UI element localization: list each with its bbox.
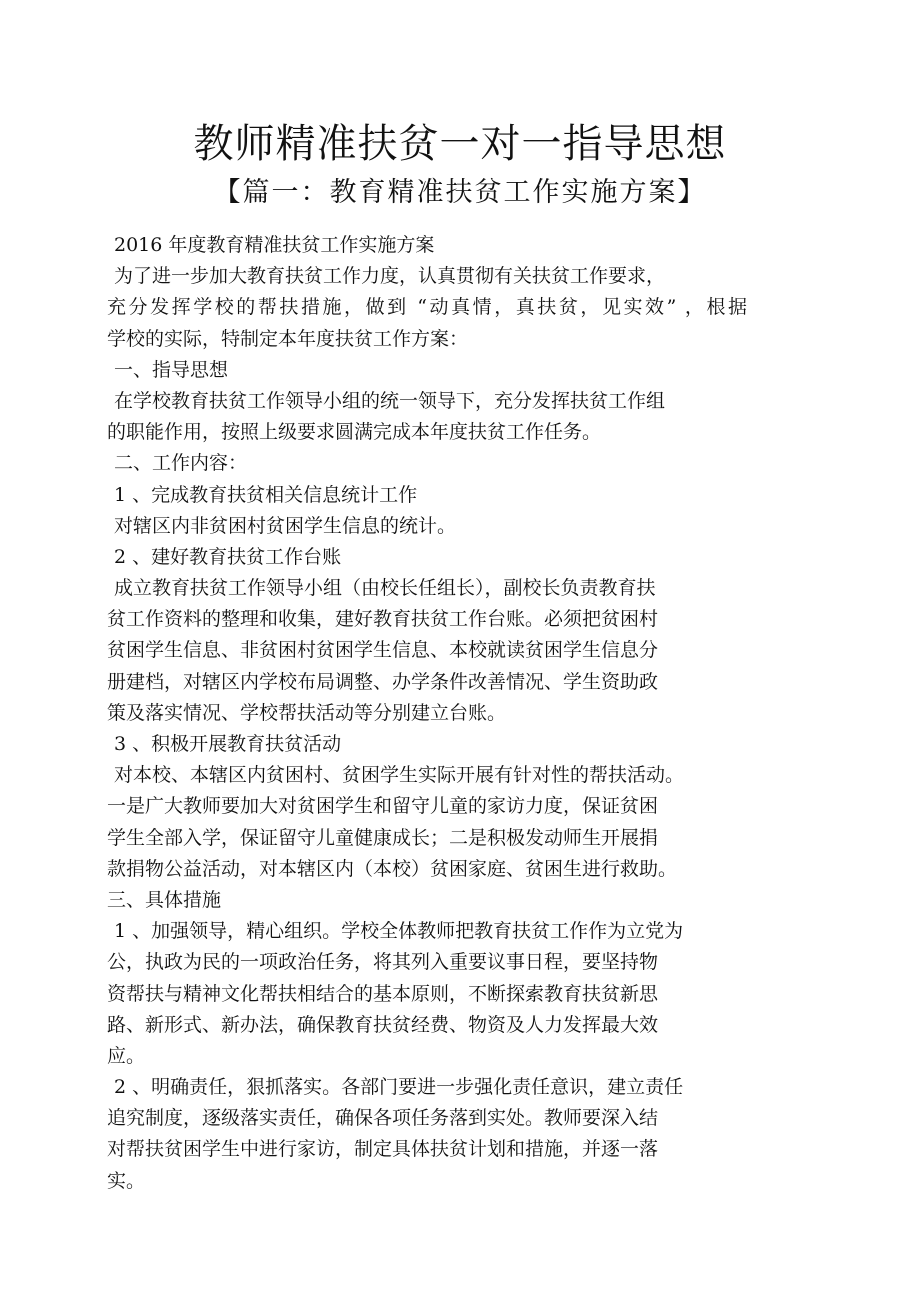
text-line: 的职能作用，按照上级要求圆满完成本年度扶贫工作任务。 — [107, 421, 602, 444]
text-line: 资帮扶与精神文化帮扶相结合的基本原则，不断探索教育扶贫新思 — [107, 982, 659, 1005]
text-line: 2016 年度教育精准扶贫工作实施方案 — [114, 234, 435, 256]
text-line: 实。 — [107, 1169, 146, 1192]
text-line: 2 、明确责任，狠抓落实。各部门要进一步强化责任意识，建立责任 — [114, 1076, 684, 1099]
text-line: 成立教育扶贫工作领导小组（由校长任组长），副校长负责教育扶 — [114, 577, 656, 600]
text-line: 1 、加强领导，精心组织。学校全体教师把教育扶贫工作作为立党为 — [114, 920, 684, 943]
text-line: 册建档，对辖区内学校布局调整、办学条件改善情况、学生资助政 — [107, 670, 659, 693]
text-line: 应。 — [107, 1044, 146, 1067]
text-line: 贫困学生信息、非贫困村贫困学生信息、本校就读贫困学生信息分 — [107, 639, 659, 662]
text-line: 一、指导思想 — [114, 358, 229, 381]
text-line: 在学校教育扶贫工作领导小组的统一领导下，充分发挥扶贫工作组 — [114, 389, 666, 412]
text-line: 充分发挥学校的帮扶措施，做到 “动真情，真扶贫，见实效” ，根据 — [107, 296, 747, 319]
text-line: 贫工作资料的整理和收集，建好教育扶贫工作台账。必须把贫困村 — [107, 608, 659, 631]
text-line: 2 、建好教育扶贫工作台账 — [114, 545, 342, 568]
text-line: 学校的实际，特制定本年度扶贫工作方案： — [107, 327, 469, 350]
text-line: 路、新形式、新办法，确保教育扶贫经费、物资及人力发挥最大效 — [107, 1013, 659, 1036]
page-subtitle: 【篇一：教育精准扶贫工作实施方案】 — [213, 177, 707, 208]
text-line: 款捐物公益活动，对本辖区内（本校）贫困家庭、贫困生进行救助。 — [107, 857, 678, 880]
document-body — [107, 230, 747, 1197]
text-line: 策及落实情况、学校帮扶活动等分别建立台账。 — [107, 701, 507, 724]
text-line: 追究制度，逐级落实责任，确保各项任务落到实处。教师要深入结 — [107, 1107, 659, 1130]
page-title: 教师精准扶贫一对一指导思想 — [193, 121, 727, 167]
text-line: 一是广大教师要加大对贫困学生和留守儿童的家访力度，保证贫困 — [107, 795, 659, 818]
text-line: 对本校、本辖区内贫困村、贫困学生实际开展有针对性的帮扶活动。 — [114, 764, 685, 787]
text-line: 对帮扶贫困学生中进行家访，制定具体扶贫计划和措施，并逐一落 — [107, 1138, 659, 1161]
text-line: 公，执政为民的一项政治任务，将其列入重要议事日程，要坚持物 — [107, 951, 659, 974]
text-line: 学生全部入学，保证留守儿童健康成长；二是积极发动师生开展捐 — [107, 826, 659, 849]
text-line: 二、工作内容： — [114, 452, 248, 475]
text-line: 3 、积极开展教育扶贫活动 — [114, 733, 342, 755]
text-line: 为了进一步加大教育扶贫工作力度，认真贯彻有关扶贫工作要求， — [114, 265, 666, 288]
text-line: 对辖区内非贫困村贫困学生信息的统计。 — [114, 514, 457, 537]
text-line: 三、具体措施 — [107, 888, 222, 911]
text-line: 1 、完成教育扶贫相关信息统计工作 — [114, 483, 418, 506]
